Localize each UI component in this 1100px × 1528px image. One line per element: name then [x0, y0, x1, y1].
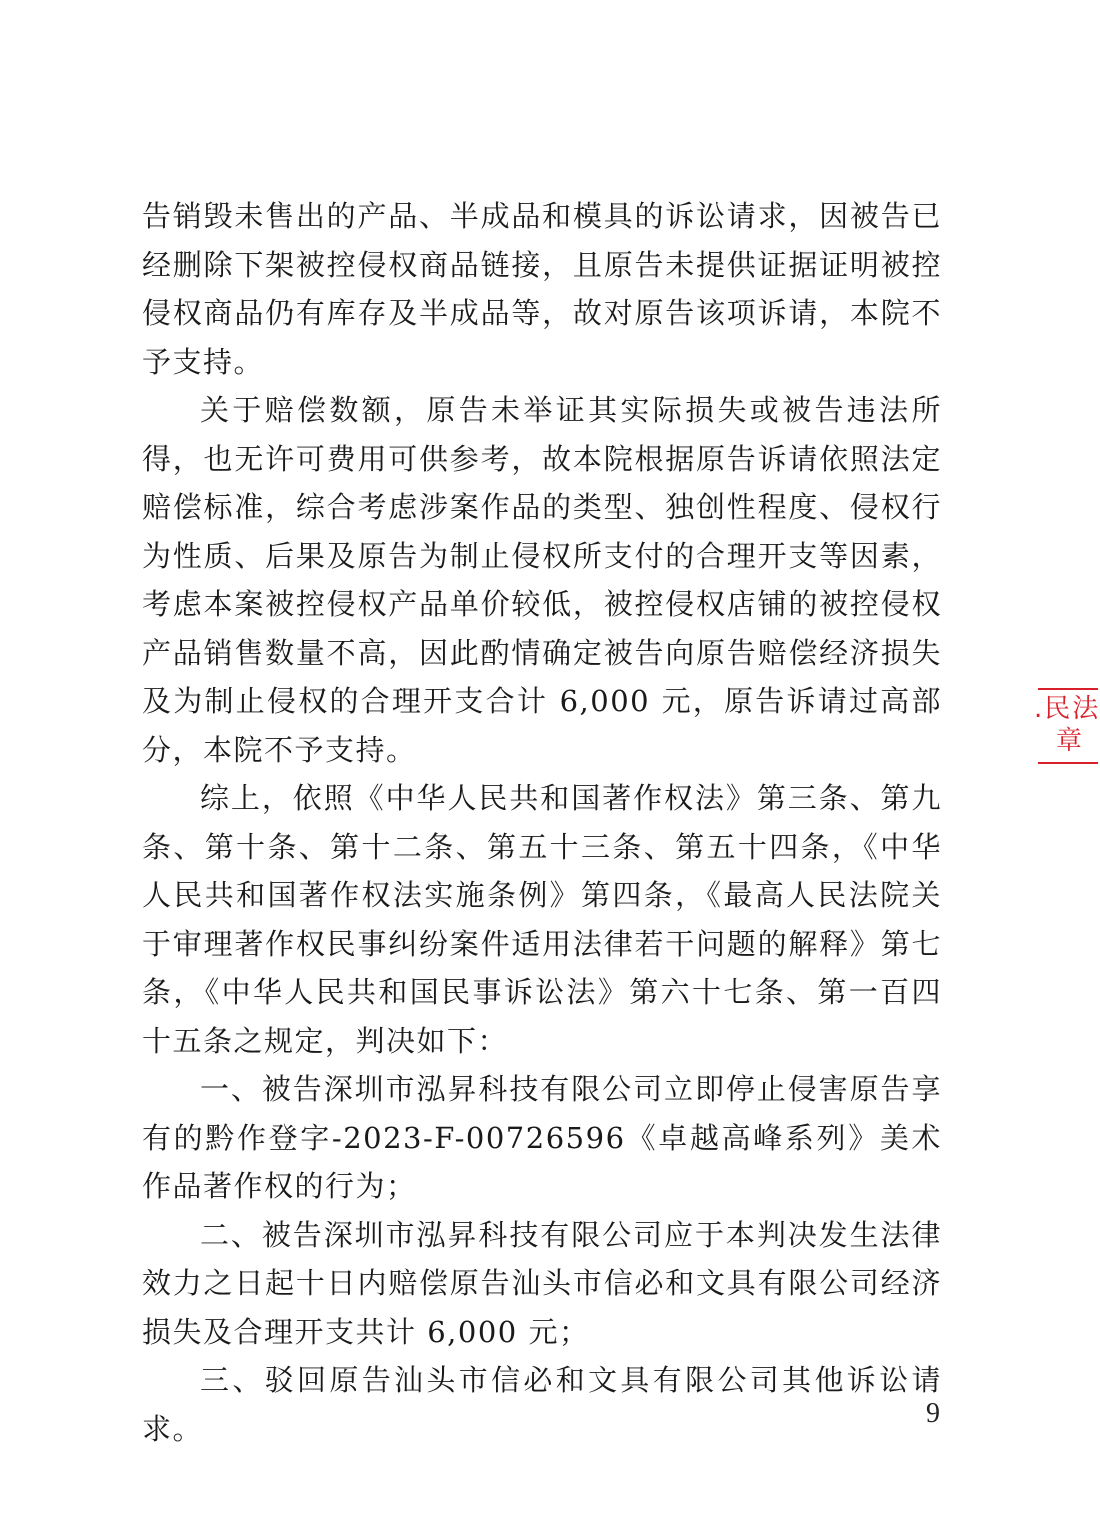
paragraph-compensation: 关于赔偿数额，原告未举证其实际损失或被告违法所得，也无许可费用可供参考，故本院根据原告诉请依照法定赔偿标准，综合考虑涉案作品的类型、独创性程度、侵权行为性质、后果及原告为制止侵权所支付的合理开支等因素，考虑本案被控侵权产品单价较低，被控侵权店铺的被控侵权产品销售数量不高，因此酌情确定被告向原告赔偿经济损失及为制止侵权的合理开支合计 6,000 元，原告诉请过高部分，本院不予支持。 — [142, 393, 942, 767]
seal-text-line2: 章 — [1056, 726, 1083, 756]
judgment-item-2: 二、被告深圳市泓昇科技有限公司应于本判决发生法律效力之日起十日内赔偿原告汕头市信必和文具有限公司经济损失及合理开支共计 6,000 元； — [142, 1217, 942, 1349]
document-body — [142, 192, 942, 1453]
seal-bottom-border — [1038, 762, 1098, 764]
paragraph-1-continuation: 告销毁未售出的产品、半成品和模具的诉讼请求，因被告已经删除下架被控侵权商品链接，且原告未提供证据证明被控侵权商品仍有库存及半成品等，故对原告该项诉请，本院不予支持。 — [142, 199, 942, 379]
court-seal-partial — [1034, 688, 1100, 766]
paragraph-legal-basis: 综上，依照《中华人民共和国著作权法》第三条、第九条、第十条、第十二条、第五十三条、第五十四条，《中华人民共和国著作权法实施条例》第四条，《最高人民法院关于审理著作权民事纠纷案件适用法律若干问题的解释》第七条，《中华人民共和国民事诉讼法》第六十七条、第一百四十五条之规定，判决如下： — [142, 781, 942, 1058]
seal-text-line1: .民法 — [1034, 694, 1100, 724]
page-number: 9 — [926, 1398, 940, 1429]
judgment-item-3: 三、驳回原告汕头市信必和文具有限公司其他诉讼请求。 — [142, 1363, 942, 1446]
judgment-item-1: 一、被告深圳市泓昇科技有限公司立即停止侵害原告享有的黔作登字-2023-F-00726596《卓越高峰系列》美术作品著作权的行为； — [142, 1072, 942, 1203]
seal-top-border — [1038, 688, 1098, 690]
